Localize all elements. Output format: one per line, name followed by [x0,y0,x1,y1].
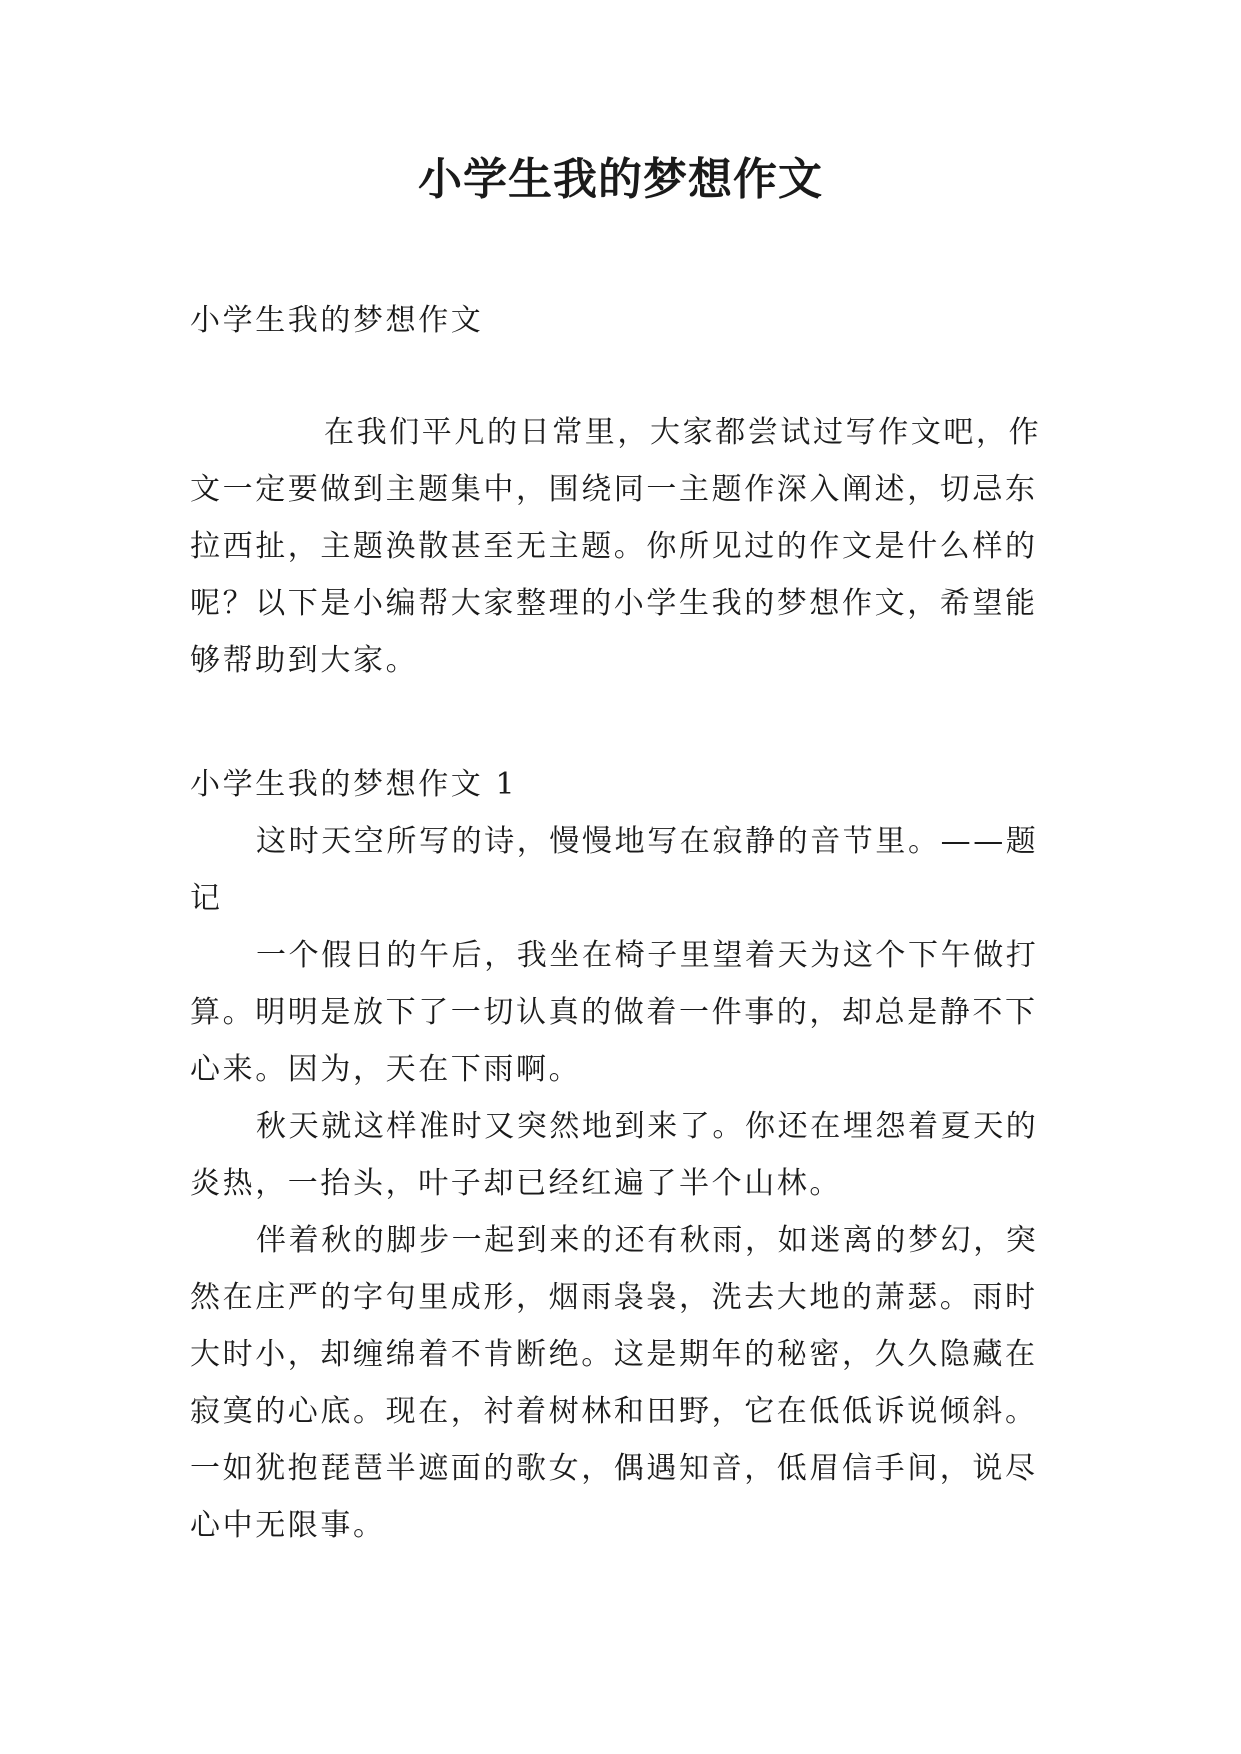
document-title: 小学生我的梦想作文 [418,154,823,205]
body-paragraph: 秋天就这样准时又突然地到来了。你还在埋怨着夏天的炎热，一抬头，叶子却已经红遍了半个山林。 [190,1109,1039,1201]
epigraph-paragraph: 这时天空所写的诗，慢慢地写在寂静的音节里。——题记 [190,824,1039,916]
body-paragraph: 伴着秋的脚步一起到来的还有秋雨，如迷离的梦幻，突然在庄严的字句里成形，烟雨袅袅，洗去大地的萧瑟。雨时大时小，却缠绵着不肯断绝。这是期年的秘密，久久隐藏在寂寞的心底。现在，衬着树林和田野，它在低低诉说倾斜。一如犹抱琵琶半遮面的歌女，偶遇知音，低眉信手间，说尽心中无限事。 [190,1223,1039,1543]
section-heading: 小学生我的梦想作文 1 [190,767,518,802]
section-body [190,813,1052,1554]
document-subtitle: 小学生我的梦想作文 [190,303,484,338]
body-paragraph: 一个假日的午后，我坐在椅子里望着天为这个下午做打算。明明是放下了一切认真的做着一件事的，却总是静不下心来。因为，天在下雨啊。 [190,938,1039,1087]
intro-paragraph: 在我们平凡的日常里，大家都尝试过写作文吧，作文一定要做到主题集中，围绕同一主题作深入阐述，切忌东拉西扯，主题涣散甚至无主题。你所见过的作文是什么样的呢？以下是小编帮大家整理的小学生我的梦想作文，希望能够帮助到大家。 [190,415,1042,678]
